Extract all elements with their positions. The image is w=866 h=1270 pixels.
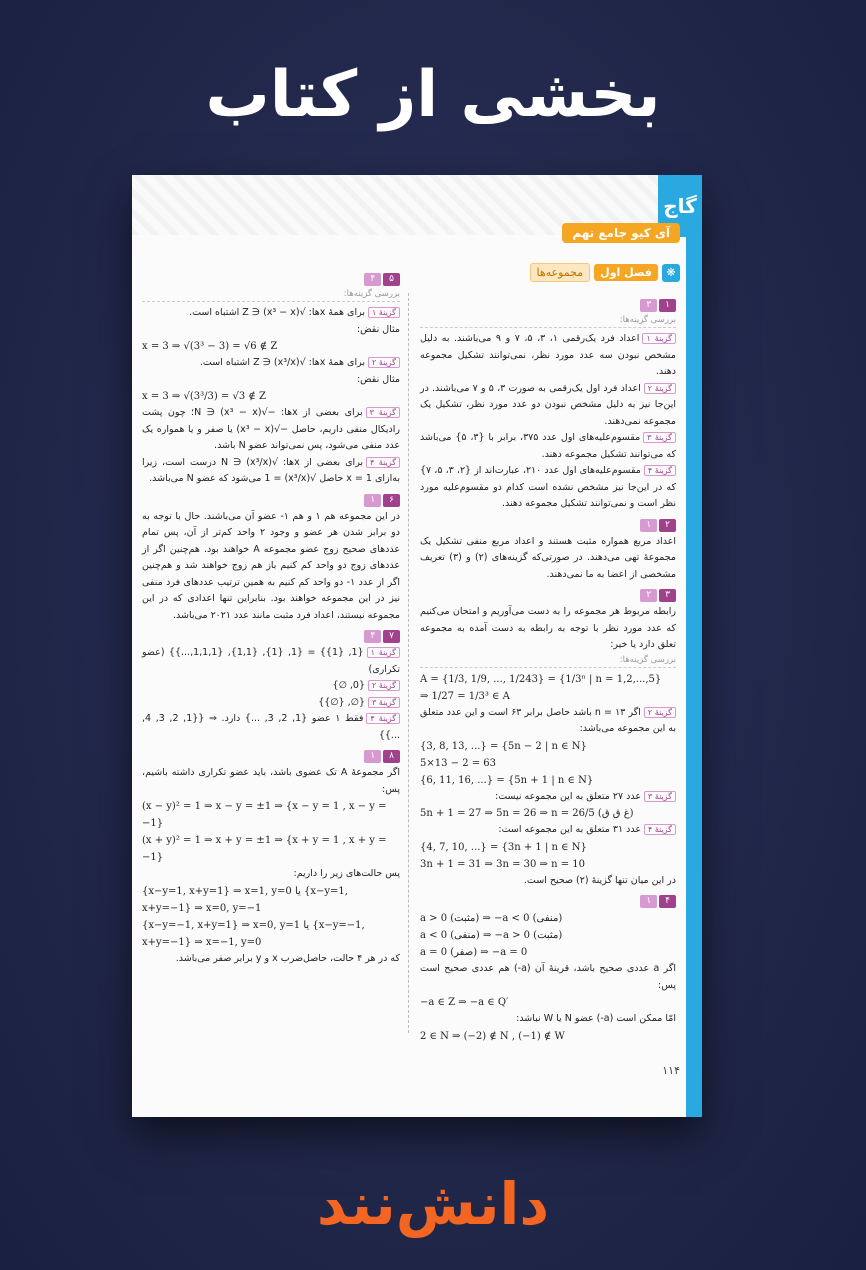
option-badge: گزینهٔ ۴ (366, 457, 400, 468)
paragraph-text: مقسوم‌علیه‌های اول عدد ۲۱۰، عبارت‌اند از {۲، ۳، ۵، ۷} که در این‌جا نیز مشخص نشده است کدام دو مقسوم‌علیه مورد نظر است و نمی‌توانند تشکیل مجموعه دهند. (420, 465, 676, 509)
answer-key: ۱ (640, 519, 657, 532)
math-expression: a < 0 (منفی) ⇒ −a > 0 (مثبت) (420, 930, 563, 941)
answer-paragraph (142, 695, 400, 712)
math-expression: A = {1/3, 1/9, ..., 1/243} = {1/3ⁿ | n = 1,2,...,5} (420, 673, 662, 685)
option-badge: گزینهٔ ۱ (367, 647, 400, 658)
answer-paragraph (420, 961, 676, 994)
option-badge: گزینهٔ ۴ (644, 824, 676, 835)
paragraph-text: {∅, {∅}} (318, 696, 365, 708)
answer-paragraph (420, 604, 676, 654)
paragraph-text: مقسوم‌علیه‌های اول عدد ۳۷۵، برابر با {۳، ۵} می‌باشد که می‌توانند تشکیل مجموعه دهند. (420, 432, 676, 460)
math-expression: a = 0 (صفر) ⇒ −a = 0 (420, 947, 528, 958)
math-expression: a > 0 (مثبت) ⇒ −a < 0 (منفی) (420, 913, 563, 924)
answer-paragraph (420, 381, 676, 431)
option-badge: گزینهٔ ۲ (368, 357, 400, 368)
question-number (364, 494, 400, 507)
math-expression: −a ∈ Z ⇒ −a ∈ Q′ (420, 997, 509, 1008)
option-badge: گزینهٔ ۴ (644, 465, 676, 476)
answer-paragraph (420, 430, 676, 463)
math-expression: x = 3 ⇒ √(3³ − 3) = √6 ∉ Z (142, 341, 278, 352)
question-index: ۸ (383, 750, 400, 763)
math-expression: 5×13 − 2 = 63 (420, 757, 497, 769)
chapter-header (530, 263, 681, 282)
book-page (132, 175, 702, 1117)
math-expression: {x−y=−1, x+y=1} ⇒ x=0, y=1 یا {x−y=−1, x+y=−1} ⇒ x=−1, y=0 (142, 919, 365, 948)
answer-key: ۲ (640, 589, 657, 602)
answer-key: ۴ (364, 630, 381, 643)
math-expression: {4, 7, 10, ...} = {3n + 1 | n ∈ N} (420, 841, 587, 853)
right-column (420, 293, 676, 1045)
paragraph-text: رابطه مربوط هر مجموعه را به دست می‌آوریم و امتحان می‌کنیم که عدد مورد نظر با توجه به رابطه به دست آمده به مجموعه تعلق دارد یا خیر: (420, 606, 676, 650)
question-index: ۴ (659, 895, 676, 908)
answer-paragraph (420, 463, 676, 513)
question-number (364, 630, 400, 643)
math-expression: ⇒ 1/27 = 1/3³ ∈ A (420, 690, 510, 702)
page-number: ۱۱۴ (662, 1064, 680, 1077)
question-index: ۱ (659, 299, 676, 312)
paragraph-text: فقط ۱ عضو {1, 2, 3, ...} دارد. ⇒ {{1, 2, 3, 4, ...}} (142, 713, 400, 741)
chapter-label: فصل اول (594, 264, 658, 281)
math-expression: 2 ∈ N ⇒ (−2) ∉ N , (−1) ∉ W (420, 1030, 565, 1042)
option-review-hint: بررسی گزینه‌ها: (142, 288, 400, 302)
question-number (640, 895, 676, 908)
answer-paragraph (142, 372, 400, 389)
option-review-hint: بررسی گزینه‌ها: (420, 654, 676, 668)
question-index: ۵ (383, 273, 400, 286)
answer-paragraph (142, 322, 400, 339)
answer-paragraph (420, 331, 676, 381)
publisher-logo: گاج (658, 175, 702, 237)
brand-logo: دانش‌نند (316, 1170, 550, 1238)
paragraph-text: اگر a عددی صحیح باشد، قرینهٔ آن (a-) هم عددی صحیح است پس: (420, 963, 676, 991)
option-badge: گزینهٔ ۲ (644, 383, 676, 394)
paragraph-text: اعداد فرد اول یک‌رقمی به صورت ۳، ۵ و ۷ می‌باشند. در این‌جا نیز به دلیل مشخص نبودن دو عدد مورد نظر، تشکیل یک مجموعه نمی‌دهند. (420, 382, 676, 427)
answer-paragraph (420, 873, 676, 890)
left-column (142, 267, 400, 967)
math-expression: (x + y)² = 1 ⇒ x + y = ±1 ⇒ {x + y = 1 , x + y = −1} (142, 835, 387, 863)
paragraph-text: مثال نقض: (356, 323, 400, 335)
math-expression: {3, 8, 13, ...} = {5n − 2 | n ∈ N} (420, 740, 587, 752)
answer-paragraph (142, 866, 400, 883)
answer-key: ۱ (364, 750, 381, 763)
answer-paragraph (142, 951, 400, 968)
answer-key: ۱ (640, 895, 657, 908)
paragraph-text: در این مجموعه هم ۱ و هم ۱- عضو آن می‌باشند. حال با توجه به دو برابر شدن هر عضو و وجود ۲ واحد کم‌تر از آن، پس تمام عددهای صحیح زوج عضو مجموعه A خواهند بود. هم‌چنین اگر از عددهای زوج دو واحد کم کنیم باز هم زوج خواهند شد و هم‌چنین اگر از عدد ۱- دو واحد کم کنیم به همین ترتیب عددهای فرد منفی نیز در این مجموعه خواهند بود. بنابراین تنها اعدادی که در این مجموعه نیستند، اعداد فرد مثبت مانند عدد ۲۰۲۱ می‌باشد. (142, 510, 401, 621)
question-number (640, 589, 676, 602)
answer-paragraph (420, 1011, 676, 1028)
math-expression: {x−y=1, x+y=1} ⇒ x=1, y=0 یا {x−y=1, x+y=−1} ⇒ x=0, y=−1 (142, 885, 348, 914)
math-expression: 5n + 1 = 27 ⇒ 5n = 26 ⇒ n = 26/5 (غ ق ق) (420, 808, 634, 819)
paragraph-text: مثال نقض: (356, 373, 400, 385)
paragraph-text: برای بعضی از xها: −√(x³ − x) ∈ N؛ چون پشت رادیکال منفی داریم، حاصل −√(x³ − x) یا صفر و یا همواره یک عدد منفی می‌شود، پس نمی‌تواند عضو N باشد. (142, 407, 400, 451)
question-index: ۳ (659, 589, 676, 602)
paragraph-text: برای بعضی از xها: √(x³/x) ∈ N درست است، زیرا به‌ازای x = 1 حاصل √(x³/x) = 1 می‌شود که عضو N می‌باشد. (142, 456, 400, 484)
option-review-hint: بررسی گزینه‌ها: (420, 314, 676, 328)
answer-key: ۴ (364, 273, 381, 286)
book-title-tag: آی کیو جامع نهم (562, 223, 680, 243)
paragraph-text: برای همهٔ xها: √(x³ − x) ∈ Z اشتباه است. (189, 307, 365, 318)
question-index: ۲ (659, 519, 676, 532)
paragraph-text: در این میان تنها گزینهٔ (۲) صحیح است. (523, 874, 676, 886)
answer-key: ۱ (364, 494, 381, 507)
question-index: ۷ (383, 630, 400, 643)
paragraph-text: اعداد فرد یک‌رقمی ۱، ۳، ۵، ۷ و ۹ می‌باشند. به دلیل مشخص نبودن سه عدد مورد نظر، نمی‌توانند تشکیل مجموعه دهند. (420, 333, 676, 377)
math-expression: (x − y)² = 1 ⇒ x − y = ±1 ⇒ {x − y = 1 , x − y = −1} (142, 801, 387, 829)
answer-paragraph (142, 405, 400, 455)
banner-title: بخشی از کتاب (205, 58, 661, 132)
question-number (640, 519, 676, 532)
answer-paragraph (420, 822, 676, 839)
answer-paragraph (142, 455, 400, 488)
page-spine (686, 175, 702, 1117)
option-badge: گزینهٔ ۲ (368, 680, 400, 691)
chapter-icon: ❋ (662, 264, 680, 282)
math-expression: x = 3 ⇒ √(3³/3) = √3 ∉ Z (142, 391, 266, 402)
math-expression: 3n + 1 = 31 ⇒ 3n = 30 ⇒ n = 10 (420, 858, 585, 870)
answer-paragraph (142, 305, 400, 322)
paragraph-text: {1, {1}} = {1, {1}, {1,1}, {1,1,1,...}} (عضو تکراری) (142, 647, 400, 675)
paragraph-text: {0, ∅} (332, 680, 365, 691)
answer-paragraph (142, 711, 400, 744)
question-index: ۶ (383, 494, 400, 507)
paragraph-text: امّا ممکن است (a-) عضو N یا W نباشد: (516, 1013, 676, 1024)
option-badge: گزینهٔ ۱ (368, 307, 400, 318)
question-number (640, 299, 676, 312)
option-badge: گزینهٔ ۱ (642, 333, 676, 344)
answer-paragraph (142, 645, 400, 678)
answer-paragraph (142, 765, 400, 798)
option-badge: گزینهٔ ۲ (644, 707, 676, 718)
paragraph-text: که در هر ۴ حالت، حاصل‌ضرب x و y برابر صفر می‌باشد. (175, 952, 400, 964)
paragraph-text: اگر n = ۱۳ باشد حاصل برابر ۶۳ است و این عدد متعلق به این مجموعه می‌باشد: (420, 706, 676, 734)
option-badge: گزینهٔ ۳ (366, 407, 400, 418)
paragraph-text: اگر مجموعهٔ A تک عضوی باشد، باید عضو تکراری داشته باشیم، پس: (142, 767, 401, 795)
paragraph-text: برای همهٔ xها: √(x³/x) ∈ Z اشتباه است. (199, 357, 365, 368)
answer-paragraph (420, 705, 676, 738)
column-divider (408, 293, 409, 1033)
answer-key: ۳ (640, 299, 657, 312)
section-label: مجموعه‌ها (530, 263, 591, 282)
question-number (364, 273, 400, 286)
answer-paragraph (420, 789, 676, 806)
question-number (364, 750, 400, 763)
option-badge: گزینهٔ ۳ (368, 697, 400, 708)
answer-paragraph (420, 534, 676, 584)
paragraph-text: اعداد مربع همواره مثبت هستند و اعداد مربع منفی تشکیل یک مجموعهٔ تهی می‌دهند. در صورتی‌که گزینه‌های (۲) و (۳) تعریف مشخصی از اعضا به ما نمی‌دهند. (420, 535, 676, 580)
option-badge: گزینهٔ ۳ (644, 791, 676, 802)
answer-paragraph (142, 509, 400, 625)
paragraph-text: پس حالت‌های زیر را داریم: (293, 868, 400, 879)
math-expression: {6, 11, 16, ...} = {5n + 1 | n ∈ N} (420, 774, 594, 786)
paragraph-text: عدد ۲۷ متعلق به این مجموعه نیست: (495, 790, 641, 802)
answer-paragraph (142, 678, 400, 695)
paragraph-text: عدد ۳۱ متعلق به این مجموعه است: (498, 824, 641, 835)
answer-paragraph (142, 355, 400, 372)
option-badge: گزینهٔ ۴ (366, 713, 400, 724)
option-badge: گزینهٔ ۳ (643, 432, 676, 443)
